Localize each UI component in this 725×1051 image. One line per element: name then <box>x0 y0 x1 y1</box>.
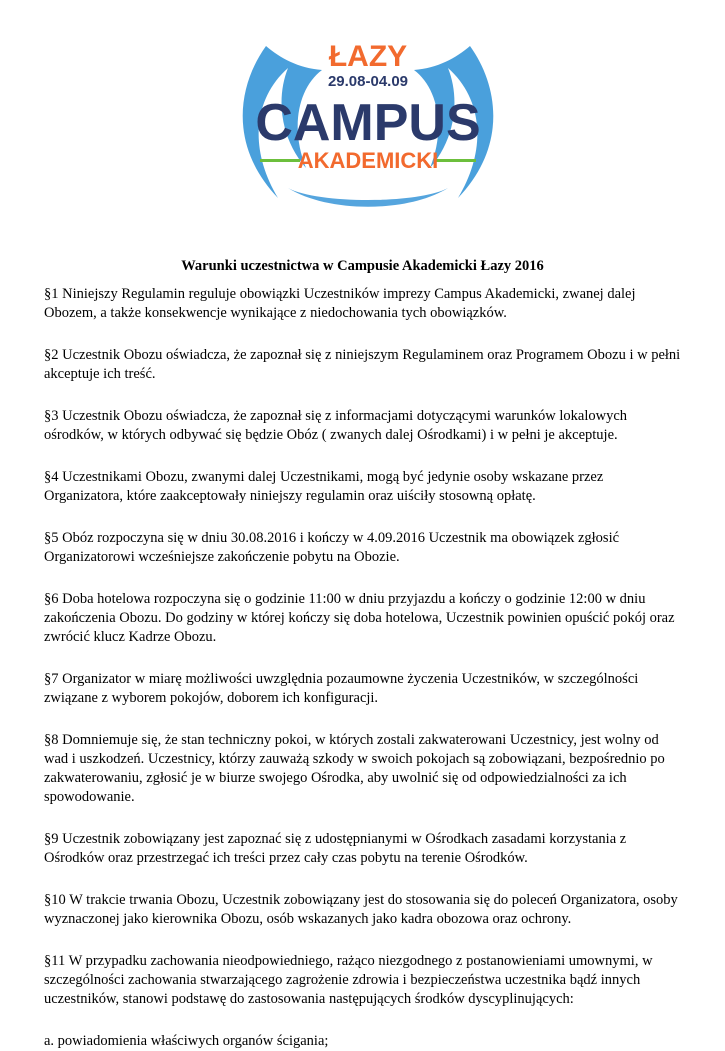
document-title: Warunki uczestnictwa w Campusie Akademicki Łazy 2016 <box>181 258 544 274</box>
paragraph-10: §10 W trakcie trwania Obozu, Uczestnik zobowiązany jest do stosowania się do poleceń Organizatora, osoby wyznaczonej jako kierownika Obozu, osób wskazanych jako kadra obozowa oraz ochrony. <box>44 892 678 927</box>
logo-place-text: ŁAZY <box>328 40 408 73</box>
paragraph-9: §9 Uczestnik zobowiązany jest zapoznać się z udostępnianymi w Ośrodkach zasadami korzystania z Ośrodków oraz przestrzegać ich treści przez cały czas pobytu na terenie Ośrodków. <box>44 831 627 866</box>
paragraph-8: §8 Domniemuje się, że stan techniczny pokoi, w których zostali zakwaterowani Uczestnicy, jest wolny od wad i uszkodzeń. Uczestnicy, którzy zauważą szkody w swoich pokojach są zobowiązani, bezpośrednio po zakwaterowaniu, zgłosić je w biurze swojego Ośrodka, aby uwolnić się od odpowiedzialności za ich spowodowanie. <box>44 732 665 805</box>
paragraph-4: §4 Uczestnikami Obozu, zwanymi dalej Uczestnikami, mogą być jedynie osoby wskazane przez Organizatora, które zaakceptowały niniejszy regulamin oraz uiściły stosowną opłatę. <box>44 469 604 504</box>
paragraph-5: §5 Obóz rozpoczyna się w dniu 30.08.2016 i kończy w 4.09.2016 Uczestnik ma obowiązek zgłosić Organizatorowi wcześniejsze zakończenie pobytu na Obozie. <box>44 530 620 565</box>
logo-campus-text: CAMPUS <box>255 94 481 152</box>
logo-dates-text: 29.08-04.09 <box>327 73 409 90</box>
paragraph-1: §1 Niniejszy Regulamin reguluje obowiązki Uczestników imprezy Campus Akademicki, zwanej dalej Obozem, a także konsekwencje wynikające z niedochowania tych obowiązków. <box>44 286 636 321</box>
logo-green-line-right <box>436 159 476 162</box>
paragraph-7: §7 Organizator w miarę możliwości uwzględnia pozaumowne życzenia Uczestników, w szczególności związane z wyborem pokojów, doborem ich konfiguracji. <box>44 671 639 706</box>
logo-akademicki-text: AKADEMICKI <box>297 148 439 173</box>
logo-green-line-left <box>260 159 300 162</box>
paragraph-11: §11 W przypadku zachowania nieodpowiedniego, rażąco niezgodnego z postanowieniami umownymi, w szczególności zachowania stwarzającego zagrożenie zdrowia i bezpieczeństwa uczestnika bądź innych uczestników, stanowi podstawę do zastosowania następujących środków dyscyplinujących: <box>44 953 653 1007</box>
wave-bottom-decoration <box>288 188 448 207</box>
paragraph-2: §2 Uczestnik Obozu oświadcza, że zapoznał się z niniejszym Regulaminem oraz Programem Obozu i w pełni akceptuje ich treść. <box>44 347 681 382</box>
document-body <box>44 285 684 1051</box>
paragraph-11a: a. powiadomienia właściwych organów ścigania; <box>44 1033 329 1049</box>
paragraph-6: §6 Doba hotelowa rozpoczyna się o godzinie 11:00 w dniu przyjazdu a kończy o godzinie 12:00 w dniu zakończenia Obozu. Do godziny w której kończy się doba hotelowa, Uczestnik powinien opuścić pokój oraz zwrócić klucz Kadrze Obozu. <box>44 591 675 645</box>
campus-akademicki-logo <box>218 28 518 218</box>
paragraph-3: §3 Uczestnik Obozu oświadcza, że zapoznał się z informacjami dotyczącymi warunków lokalowych ośrodków, w których odbywać się będzie Obóz ( zwanych dalej Ośrodkami) i w pełni je akceptuje. <box>44 408 628 443</box>
